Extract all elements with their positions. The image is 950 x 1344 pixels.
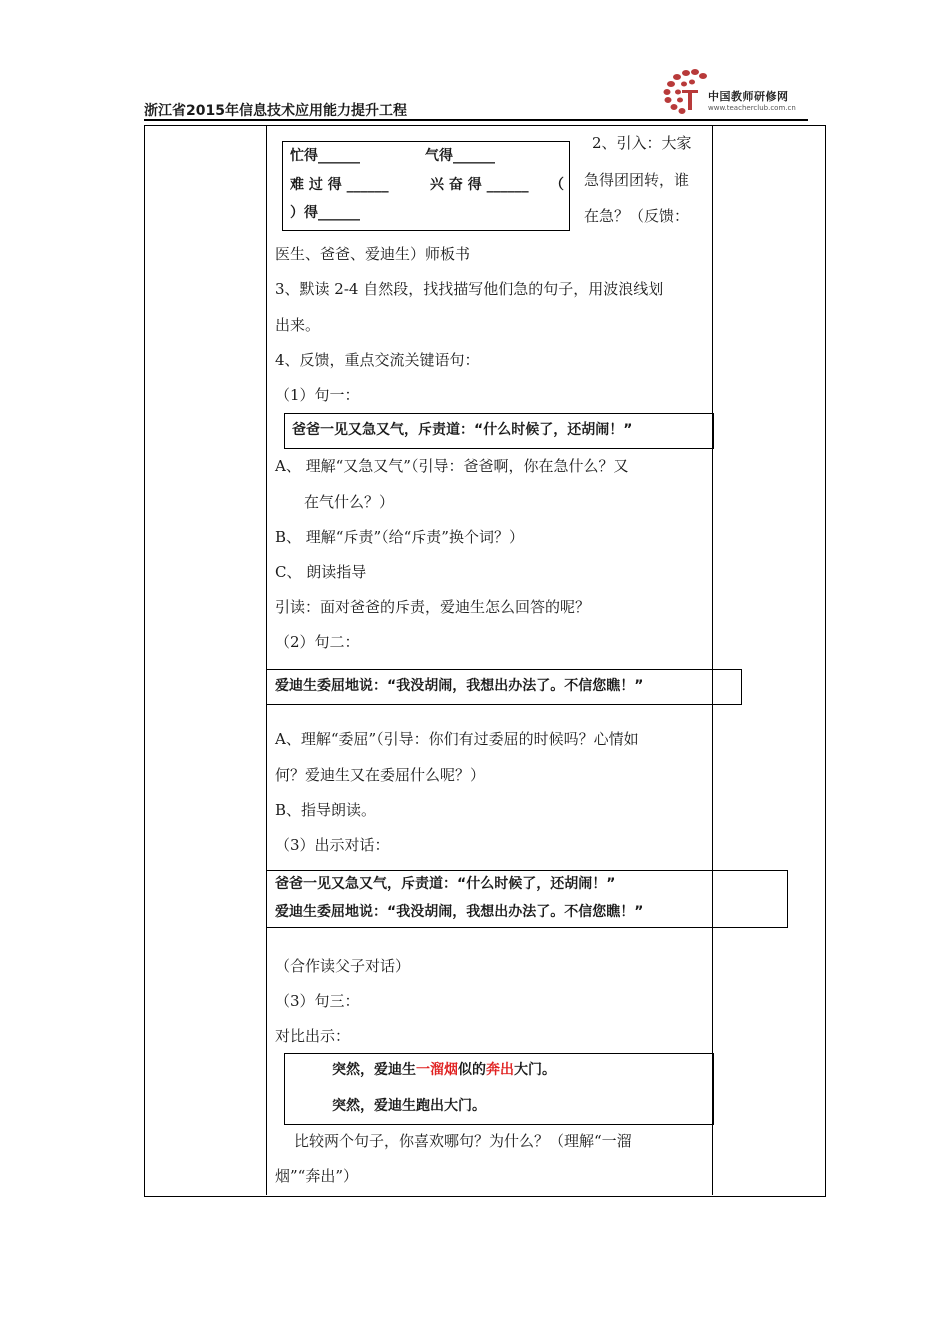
- body-line: B、 理解“斥责”（给“斥责”换个词？）: [275, 528, 524, 546]
- body-line: 对比出示：: [275, 1027, 351, 1045]
- logo-name: 中国教师研修网: [708, 90, 789, 103]
- body-line: C、 朗读指导: [275, 563, 367, 581]
- body-line: 何？爱迪生又在委屈什么呢？）: [275, 766, 486, 784]
- fill-item: ）得______: [290, 205, 360, 221]
- comparison-sentence-1: [332, 1060, 556, 1080]
- table-column-divider: [266, 125, 267, 1195]
- fill-item: 难 过 得 ______: [290, 177, 389, 193]
- header-divider: [144, 119, 808, 121]
- body-line: B、指导朗读。: [275, 801, 377, 819]
- fill-item: 忙得______: [290, 148, 360, 164]
- header-title: 浙江省2015年信息技术应用能力提升工程: [144, 103, 407, 119]
- side-note-line: 在急？（反馈：: [584, 207, 690, 225]
- fill-item: 兴 奋 得 ______: [430, 177, 529, 193]
- body-line: 4、反馈，重点交流关键语句：: [275, 351, 480, 369]
- comparison-sentence-2: 突然，爱迪生跑出大门。: [332, 1098, 486, 1114]
- body-line: 烟”“奔出”）: [275, 1167, 359, 1185]
- quote-text: 爸爸一见又急又气，斥责道：“什么时候了，还胡闹！”: [275, 876, 616, 892]
- quote-text: 爱迪生委屈地说：“我没胡闹，我想出办法了。不信您瞧！”: [275, 678, 644, 694]
- body-line: 比较两个句子，你喜欢哪句？为什么？（理解“一溜: [294, 1132, 632, 1150]
- body-line: A、 理解“又急又气”（引导：爸爸啊，你在急什么？又: [275, 457, 629, 475]
- sentence-part: 突然，爱迪生: [332, 1062, 416, 1078]
- fill-item: （: [550, 177, 564, 193]
- body-line: （2）句二：: [275, 633, 360, 651]
- body-line: （3）出示对话：: [275, 836, 390, 854]
- body-line: 在气什么？）: [304, 493, 395, 511]
- sentence-part: 大门。: [514, 1062, 556, 1078]
- logo-url: www.teacherclub.com.cn: [708, 104, 796, 112]
- sentence-part: 似的: [458, 1062, 486, 1078]
- highlight-text: 一溜烟: [416, 1062, 458, 1078]
- body-line: 3、默读 2-4 自然段，找找描写他们急的句子，用波浪线划: [275, 280, 664, 298]
- fill-item: 气得______: [425, 148, 495, 164]
- highlight-text: 奔出: [486, 1062, 514, 1078]
- body-line: （合作读父子对话）: [275, 957, 411, 975]
- body-line: 出来。: [275, 316, 321, 334]
- side-note-line: 急得团团转，谁: [584, 171, 690, 189]
- body-line: 医生、爸爸、爱迪生）师板书: [275, 245, 471, 263]
- body-line: （3）句三：: [275, 992, 360, 1010]
- table-column-divider: [712, 125, 713, 1195]
- quote-text: 爱迪生委屈地说：“我没胡闹，我想出办法了。不信您瞧！”: [275, 904, 644, 920]
- body-line: （1）句一：: [275, 386, 360, 404]
- side-note-line: 2、引入：大家: [592, 134, 692, 152]
- body-line: A、理解“委屈”（引导：你们有过委屈的时候吗？心情如: [275, 730, 639, 748]
- quote-text: 爸爸一见又急又气，斥责道：“什么时候了，还胡闹！”: [292, 422, 633, 438]
- body-line: 引读：面对爸爸的斥责，爱迪生怎么回答的呢？: [275, 598, 591, 616]
